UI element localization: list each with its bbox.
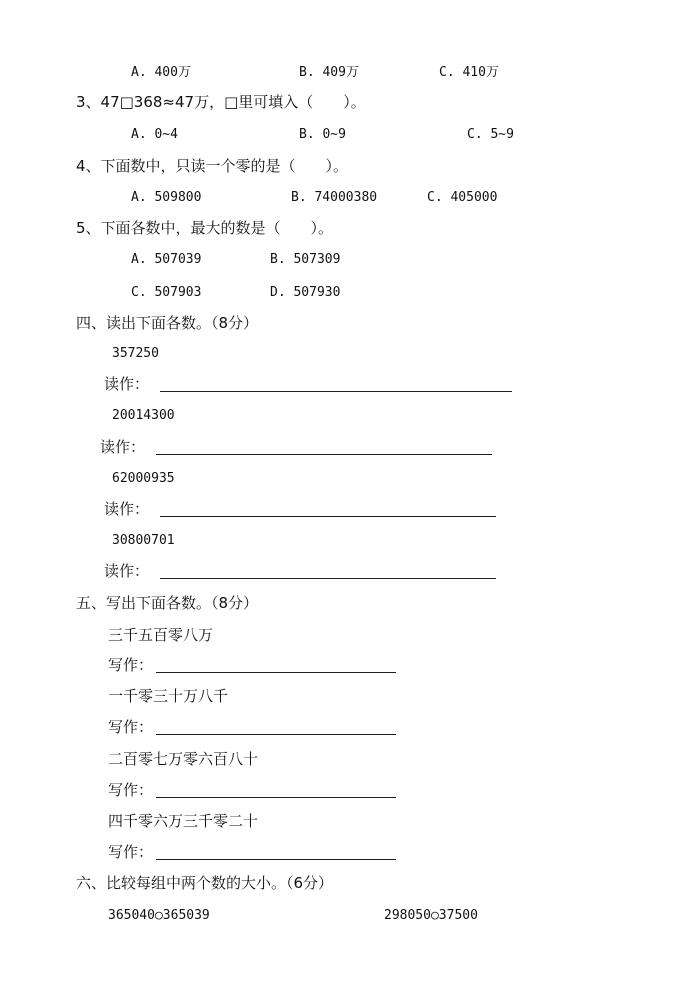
compare-pair-1: 365040○365039 [108, 908, 210, 923]
q4-stem: 4、下面数中，只读一个零的是（ ）。 [76, 157, 349, 175]
q4-option-b: B. 74000380 [291, 190, 378, 205]
read-number-1: 357250 [112, 346, 159, 361]
read-answer-line-1[interactable] [160, 391, 512, 392]
write-answer-line-3[interactable] [156, 797, 396, 798]
read-number-2: 20014300 [112, 408, 175, 423]
compare-pair-2: 298050○37500 [384, 908, 478, 923]
section4-title: 四、读出下面各数。（8分） [76, 314, 259, 332]
write-words-2: 一千零三十万八千 [108, 687, 229, 705]
q3-option-a: A. 0~4 [131, 127, 178, 142]
write-label-4: 写作： [108, 843, 154, 861]
read-number-3: 62000935 [112, 471, 175, 486]
section5-title: 五、写出下面各数。（8分） [76, 594, 259, 612]
q2-option-c: C. 410万 [439, 65, 499, 80]
write-words-3: 二百零七万零六百八十 [108, 750, 259, 768]
write-answer-line-2[interactable] [156, 734, 396, 735]
read-label-4: 读作： [104, 562, 150, 580]
write-label-2: 写作： [108, 718, 154, 736]
q3-stem: 3、47□368≈47万，□里可填入（ ）。 [76, 93, 366, 111]
read-answer-line-2[interactable] [156, 454, 492, 455]
section6-title: 六、比较每组中两个数的大小。（6分） [76, 874, 334, 892]
write-answer-line-4[interactable] [156, 859, 396, 860]
write-answer-line-1[interactable] [156, 672, 396, 673]
write-label-3: 写作： [108, 781, 154, 799]
read-label-1: 读作： [104, 375, 150, 393]
q2-option-b: B. 409万 [299, 65, 359, 80]
q5-option-c: C. 507903 [131, 285, 202, 300]
q5-option-d: D. 507930 [270, 285, 341, 300]
q3-option-b: B. 0~9 [299, 127, 346, 142]
q5-option-a: A. 507039 [131, 252, 202, 267]
q5-stem: 5、下面各数中，最大的数是（ ）。 [76, 219, 334, 237]
read-label-2: 读作： [100, 438, 146, 456]
q2-option-a: A. 400万 [131, 65, 191, 80]
write-label-1: 写作： [108, 656, 154, 674]
q4-option-a: A. 509800 [131, 190, 202, 205]
write-words-1: 三千五百零八万 [108, 626, 214, 644]
read-answer-line-3[interactable] [160, 516, 496, 517]
write-words-4: 四千零六万三千零二十 [108, 812, 259, 830]
read-answer-line-4[interactable] [160, 578, 496, 579]
q5-option-b: B. 507309 [270, 252, 341, 267]
read-label-3: 读作： [104, 500, 150, 518]
q3-option-c: C. 5~9 [467, 127, 514, 142]
q4-option-c: C. 405000 [427, 190, 498, 205]
read-number-4: 30800701 [112, 533, 175, 548]
